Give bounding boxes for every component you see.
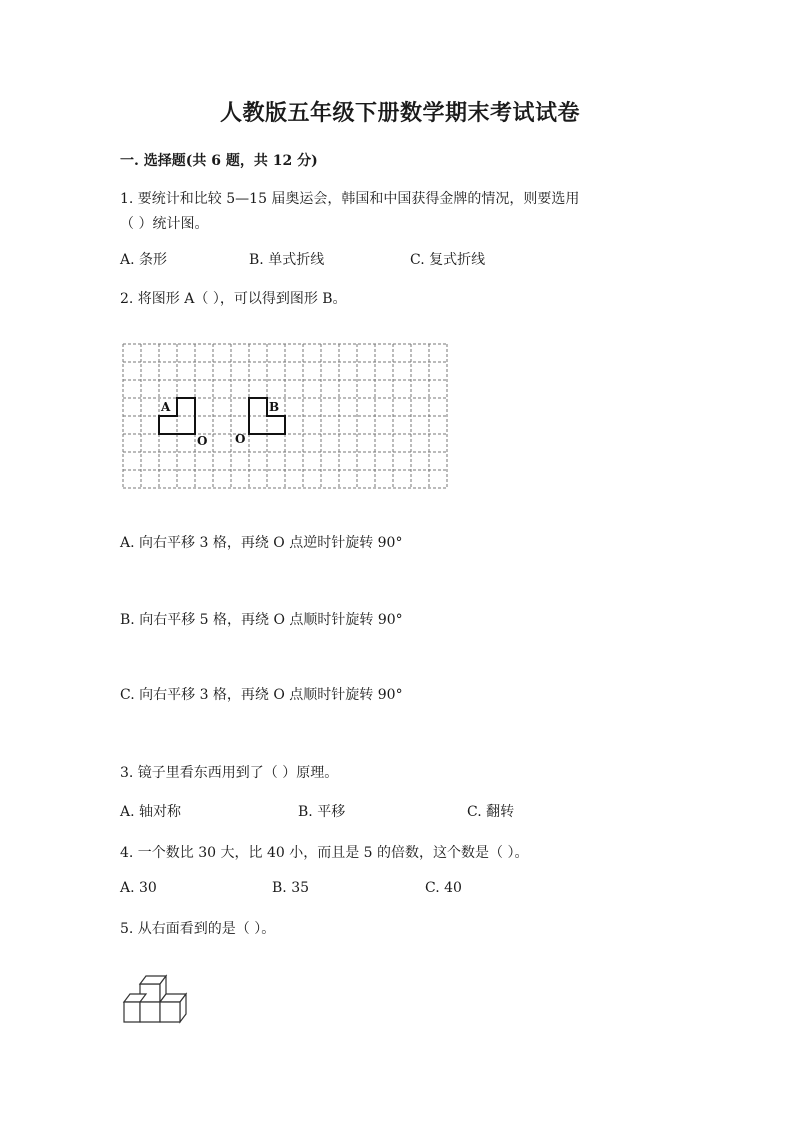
question-3-option-a[interactable]: A. 轴对称 [120, 804, 182, 820]
cube-bottom-middle [140, 1002, 160, 1022]
cube-top-front [140, 984, 160, 1002]
question-2-text: 2. 将图形 A（ ），可以得到图形 B。 [120, 291, 347, 307]
question-3-text: 3. 镜子里看东西用到了（ ）原理。 [120, 765, 339, 781]
section-heading: 一. 选择题(共 6 题，共 12 分) [120, 153, 318, 169]
shape-a-label: A [161, 400, 171, 414]
question-4-option-a[interactable]: A. 30 [120, 880, 157, 896]
question-1-text: 1. 要统计和比较 5—15 届奥运会，韩国和中国获得金牌的情况，则要选用 [120, 191, 580, 207]
pivot-o-left-label: O [197, 434, 208, 448]
question-2-option-b[interactable]: B. 向右平移 5 格，再绕 O 点顺时针旋转 90° [120, 612, 403, 628]
question-4-option-b[interactable]: B. 35 [272, 880, 310, 896]
question-4-option-c[interactable]: C. 40 [425, 880, 462, 896]
pivot-o-right-label: O [235, 432, 246, 446]
question-2-option-c[interactable]: C. 向右平移 3 格，再绕 O 点顺时针旋转 90° [120, 687, 403, 703]
cube-bottom-right [160, 1002, 180, 1022]
shape-b-label: B [269, 400, 280, 414]
question-4-text: 4. 一个数比 30 大，比 40 小，而且是 5 的倍数，这个数是（ ）。 [120, 845, 529, 861]
cube-stack-figure [120, 972, 192, 1028]
question-1-option-c[interactable]: C. 复式折线 [410, 252, 486, 268]
question-1-option-b[interactable]: B. 单式折线 [249, 252, 325, 268]
question-3-option-c[interactable]: C. 翻转 [467, 804, 515, 820]
question-3-option-b[interactable]: B. 平移 [298, 804, 346, 820]
translation-rotation-figure [118, 340, 450, 494]
question-2-option-a[interactable]: A. 向右平移 3 格，再绕 O 点逆时针旋转 90° [120, 535, 403, 551]
question-5-text: 5. 从右面看到的是（ ）。 [120, 921, 276, 937]
question-1-text-cont: （ ）统计图。 [120, 216, 209, 232]
cube-bottom-left [124, 1002, 140, 1022]
question-1-option-a[interactable]: A. 条形 [120, 252, 168, 268]
page-title: 人教版五年级下册数学期末考试试卷 [219, 100, 580, 126]
